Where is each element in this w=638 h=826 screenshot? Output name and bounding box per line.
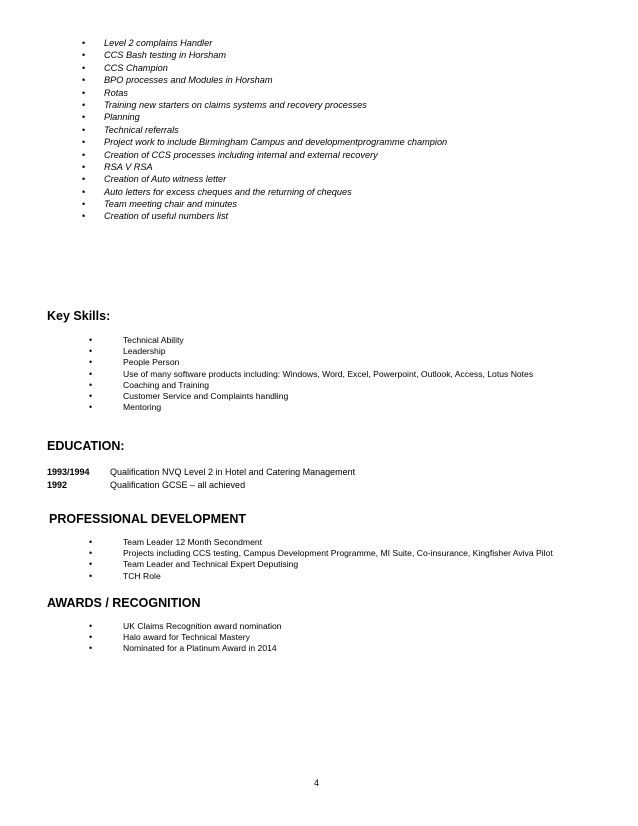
list-item <box>89 391 533 402</box>
list-item <box>89 621 282 632</box>
list-item <box>82 161 447 173</box>
professional-development-heading: PROFESSIONAL DEVELOPMENT <box>49 512 247 526</box>
duty-text: Creation of useful numbers list <box>104 211 229 222</box>
duties-list <box>82 37 447 223</box>
key-skills-heading: Key Skills: <box>47 309 111 323</box>
duty-text: CCS Bash testing in Horsham <box>104 50 227 61</box>
page-number: 4 <box>314 778 320 788</box>
bullet-icon: • <box>89 537 93 547</box>
list-item <box>89 335 533 346</box>
award-text: Nominated for a Platinum Award in 2014 <box>123 643 277 654</box>
duty-text: Rotas <box>104 87 129 98</box>
bullet-icon: • <box>82 50 86 61</box>
bullet-icon: • <box>82 199 86 210</box>
bullet-icon: • <box>82 174 86 185</box>
bullet-icon: • <box>82 211 86 222</box>
duty-text: Technical referrals <box>104 124 179 135</box>
list-item <box>89 559 553 570</box>
education-heading: EDUCATION: <box>47 439 125 453</box>
duty-text: CCS Champion <box>104 62 168 73</box>
bullet-icon: • <box>82 38 86 48</box>
bullet-icon: • <box>89 402 93 413</box>
development-text: Projects including CCS testing, Campus Development Programme, MI Suite, Co-insurance, Kingfisher Aviva Pilot <box>123 548 553 559</box>
development-text: Team Leader 12 Month Secondment <box>123 537 263 547</box>
bullet-icon: • <box>89 368 93 379</box>
bullet-icon: • <box>89 621 93 631</box>
duty-text: Training new starters on claims systems and recovery processes <box>104 99 367 110</box>
awards-list <box>89 621 282 655</box>
bullet-icon: • <box>82 62 86 73</box>
list-item <box>82 99 447 111</box>
development-text: Team Leader and Technical Expert Deputising <box>123 559 299 570</box>
list-item <box>82 186 447 198</box>
duty-text: Project work to include Birmingham Campus and developmentprogramme champion <box>104 137 448 148</box>
bullet-icon: • <box>82 99 86 110</box>
list-item <box>82 198 447 210</box>
bullet-icon: • <box>82 75 86 86</box>
skill-text: Mentoring <box>123 402 162 413</box>
list-item <box>89 571 553 582</box>
bullet-icon: • <box>82 186 86 197</box>
list-item <box>89 357 533 368</box>
skill-text: People Person <box>123 357 180 368</box>
awards-heading: AWARDS / RECOGNITION <box>47 596 201 610</box>
bullet-icon: • <box>82 124 86 135</box>
duty-text: BPO processes and Modules in Horsham <box>104 75 273 86</box>
bullet-icon: • <box>89 379 93 390</box>
duty-text: Auto letters for excess cheques and the returning of cheques <box>104 186 352 197</box>
list-item <box>82 149 447 161</box>
bullet-icon: • <box>89 643 93 654</box>
education-row <box>47 466 355 478</box>
list-item <box>89 369 533 380</box>
bullet-icon: • <box>82 112 86 123</box>
development-text: TCH Role <box>123 570 161 581</box>
bullet-icon: • <box>89 548 93 559</box>
list-item <box>82 124 447 136</box>
bullet-icon: • <box>89 335 93 345</box>
list-item <box>89 643 282 654</box>
list-item <box>89 380 533 391</box>
key-skills-list <box>89 335 533 413</box>
skill-text: Use of many software products including: Windows, Word, Excel, Powerpoint, Outlook, Access, Lotus Notes <box>123 368 534 379</box>
duty-text: Planning <box>104 112 140 123</box>
list-item <box>89 632 282 643</box>
professional-development-list <box>89 537 553 582</box>
list-item <box>89 548 553 559</box>
duty-text: RSA V RSA <box>104 161 153 172</box>
bullet-icon: • <box>82 149 86 160</box>
bullet-icon: • <box>89 632 93 643</box>
duty-text: Level 2 complains Handler <box>104 38 213 48</box>
bullet-icon: • <box>82 137 86 148</box>
education-year: 1992 <box>47 480 68 490</box>
list-item <box>82 87 447 99</box>
list-item <box>89 537 553 548</box>
bullet-icon: • <box>82 161 86 172</box>
list-item <box>89 402 533 413</box>
education-row <box>47 479 245 491</box>
education-text: Qualification GCSE – all achieved <box>110 480 246 490</box>
list-item <box>89 346 533 357</box>
education-year: 1993/1994 <box>47 467 90 477</box>
award-text: UK Claims Recognition award nomination <box>123 621 282 631</box>
list-item <box>82 62 447 74</box>
list-item <box>82 49 447 61</box>
bullet-icon: • <box>89 357 93 368</box>
skill-text: Coaching and Training <box>123 379 209 390</box>
duty-text: Team meeting chair and minutes <box>104 199 237 210</box>
skill-text: Customer Service and Complaints handling <box>123 390 289 401</box>
education-text: Qualification NVQ Level 2 in Hotel and Catering Management <box>110 467 356 477</box>
list-item <box>82 111 447 123</box>
list-item <box>82 136 447 148</box>
bullet-icon: • <box>89 346 93 357</box>
skill-text: Technical Ability <box>123 335 184 345</box>
bullet-icon: • <box>89 390 93 401</box>
bullet-icon: • <box>82 87 86 98</box>
bullet-icon: • <box>89 559 93 570</box>
list-item <box>82 210 447 222</box>
duty-text: Creation of Auto witness letter <box>104 174 227 185</box>
skill-text: Leadership <box>123 346 166 357</box>
award-text: Halo award for Technical Mastery <box>123 632 250 643</box>
bullet-icon: • <box>89 570 93 581</box>
list-item <box>82 74 447 86</box>
duty-text: Creation of CCS processes including internal and external recovery <box>104 149 378 160</box>
list-item <box>82 37 447 49</box>
list-item <box>82 173 447 185</box>
